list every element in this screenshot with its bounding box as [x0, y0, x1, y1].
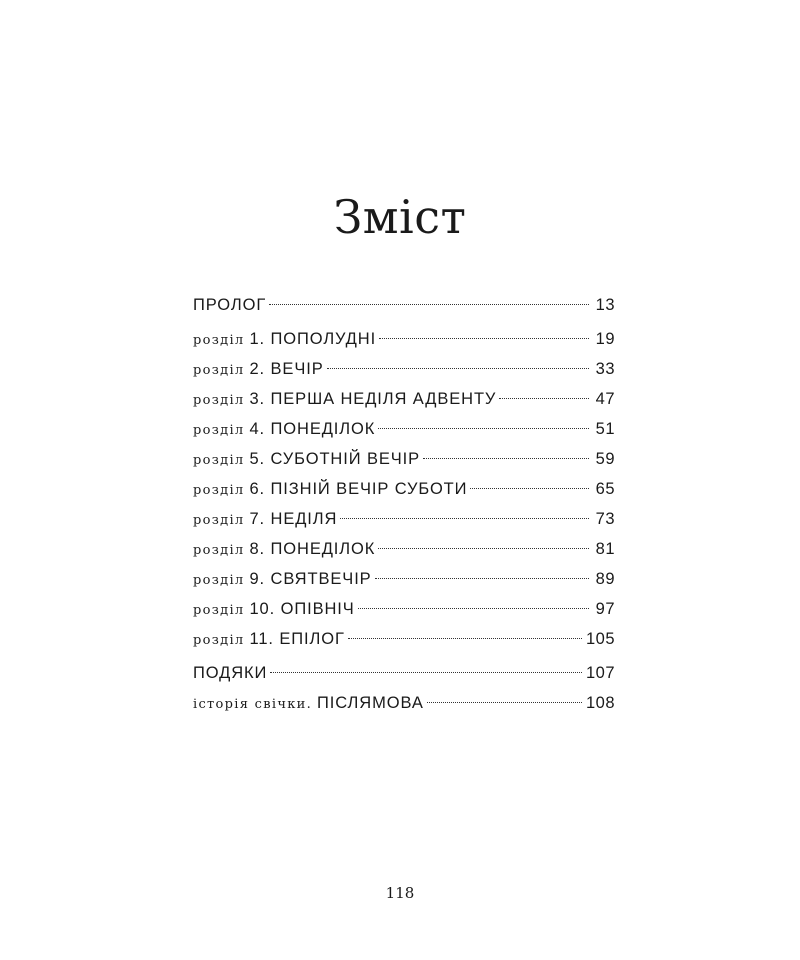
toc-entry-afterword[interactable] [193, 688, 615, 718]
toc-entry-page: 108 [585, 694, 615, 712]
toc-entry-chapter-2[interactable] [193, 354, 615, 384]
dot-leader [427, 702, 582, 703]
toc-entry-chapter-5[interactable] [193, 444, 615, 474]
toc-entry-page: 107 [585, 664, 615, 682]
toc-entry-page: 13 [595, 296, 615, 314]
toc-entry-chapter-7[interactable] [193, 504, 615, 534]
toc-entry-title: ПРОЛОГ [193, 296, 267, 314]
toc-entry-prefix: розділ [193, 393, 245, 408]
dot-leader [269, 304, 589, 305]
page-title: Зміст [333, 190, 467, 244]
toc-entry-prologue[interactable] [193, 290, 615, 320]
dot-leader [423, 458, 589, 459]
toc-entry-title: 11. ЕПІЛОГ [249, 630, 345, 648]
page-number-footer: 118 [385, 884, 415, 902]
toc-entry-title: 4. ПОНЕДІЛОК [249, 420, 376, 438]
dot-leader [327, 368, 589, 369]
dot-leader [499, 398, 589, 399]
toc-entry-prefix: розділ [193, 363, 245, 378]
toc-entry-chapter-1[interactable] [193, 324, 615, 354]
toc-entry-prefix: розділ [193, 333, 245, 348]
dot-leader [470, 488, 589, 489]
dot-leader [375, 578, 589, 579]
toc-entry-prefix: розділ [193, 573, 245, 588]
toc-entry-prefix: розділ [193, 543, 245, 558]
toc-entry-title: 6. ПІЗНІЙ ВЕЧІР СУБОТИ [249, 480, 468, 498]
toc-entry-title: ПОДЯКИ [193, 664, 268, 682]
toc-entry-title: 7. НЕДІЛЯ [249, 510, 338, 528]
dot-leader [379, 338, 589, 339]
toc-entry-prefix: історія свічки. [193, 697, 313, 712]
toc-entry-chapter-10[interactable] [193, 594, 615, 624]
dot-leader [358, 608, 589, 609]
toc-entry-chapter-4[interactable] [193, 414, 615, 444]
toc-entry-chapter-8[interactable] [193, 534, 615, 564]
toc-entry-prefix: розділ [193, 633, 245, 648]
toc-entry-page: 47 [595, 390, 615, 408]
toc-entry-title: 8. ПОНЕДІЛОК [249, 540, 376, 558]
toc-entry-page: 19 [595, 330, 615, 348]
toc-entry-chapter-9[interactable] [193, 564, 615, 594]
toc-entry-chapter-6[interactable] [193, 474, 615, 504]
table-of-contents [193, 290, 615, 718]
toc-entry-prefix: розділ [193, 513, 245, 528]
toc-entry-title: 5. СУБОТНІЙ ВЕЧІР [249, 450, 421, 468]
toc-entry-title: 1. ПОПОЛУДНІ [249, 330, 377, 348]
toc-entry-title: 10. ОПІВНІЧ [249, 600, 355, 618]
toc-entry-page: 73 [595, 510, 615, 528]
toc-entry-page: 59 [595, 450, 615, 468]
toc-entry-prefix: розділ [193, 453, 245, 468]
dot-leader [340, 518, 589, 519]
toc-entry-title: ПІСЛЯМОВА [317, 694, 424, 712]
toc-entry-page: 33 [595, 360, 615, 378]
toc-entry-title: 9. СВЯТВЕЧІР [249, 570, 372, 588]
toc-entry-chapter-3[interactable] [193, 384, 615, 414]
dot-leader [348, 638, 582, 639]
dot-leader [378, 428, 589, 429]
toc-entry-page: 97 [595, 600, 615, 618]
toc-entry-prefix: розділ [193, 423, 245, 438]
toc-entry-page: 81 [595, 540, 615, 558]
toc-entry-page: 105 [585, 630, 615, 648]
toc-entry-page: 65 [595, 480, 615, 498]
toc-entry-page: 51 [595, 420, 615, 438]
toc-entry-title: 3. ПЕРША НЕДІЛЯ АДВЕНТУ [249, 390, 497, 408]
dot-leader [270, 672, 582, 673]
toc-entry-prefix: розділ [193, 603, 245, 618]
toc-entry-prefix: розділ [193, 483, 245, 498]
toc-entry-acknowledgements[interactable] [193, 658, 615, 688]
toc-entry-chapter-11[interactable] [193, 624, 615, 654]
toc-entry-page: 89 [595, 570, 615, 588]
toc-entry-title: 2. ВЕЧІР [249, 360, 324, 378]
dot-leader [378, 548, 589, 549]
